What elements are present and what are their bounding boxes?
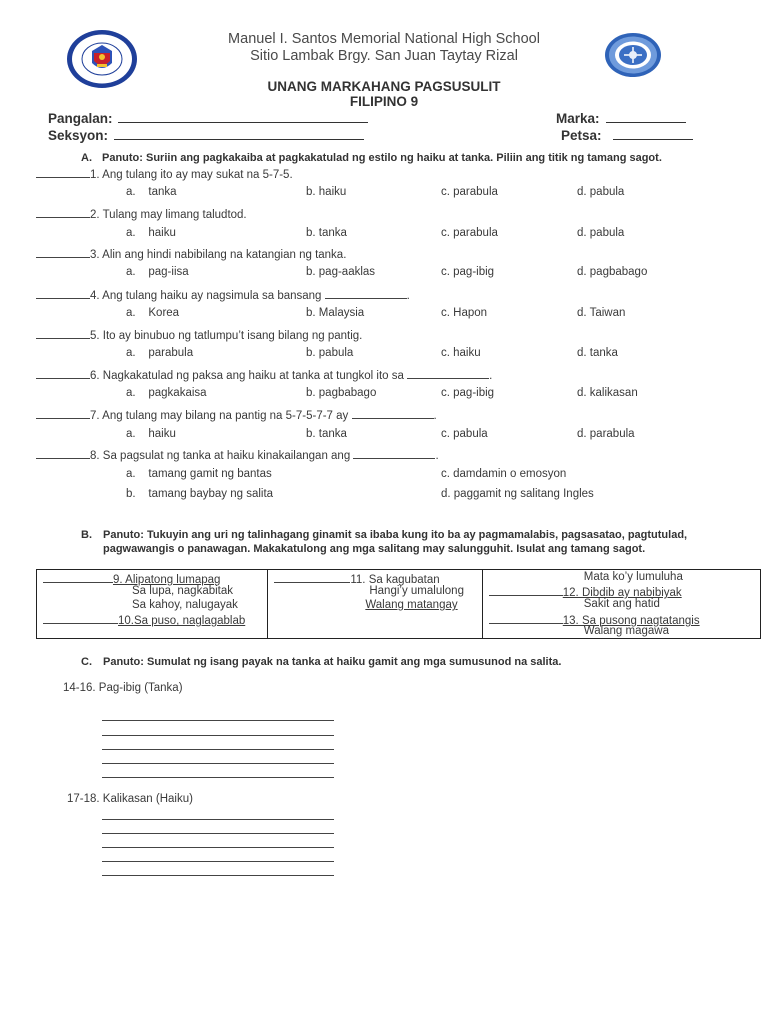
option-a: a. tanka: [126, 186, 177, 198]
score-blank[interactable]: [606, 110, 686, 123]
section-blank[interactable]: [114, 127, 364, 140]
writing-line[interactable]: [102, 833, 334, 834]
poem-line: Walang matangay: [365, 599, 458, 611]
writing-line[interactable]: [102, 720, 334, 721]
option-b: b. pagbabago: [306, 387, 377, 399]
option-b: b. tanka: [306, 428, 347, 440]
option-d: d. tanka: [577, 347, 618, 359]
part-b-letter: B.: [81, 529, 92, 541]
question-6: 6. Nagkakatulad ng paksa ang haiku at tanka at tungkol ito sa .: [36, 367, 492, 382]
option-c: c. pag-ibig: [441, 266, 495, 278]
answer-blank[interactable]: [43, 571, 113, 583]
answer-blank[interactable]: [36, 166, 90, 178]
section-field[interactable]: [48, 127, 364, 143]
poem-line: Sa kahoy, nalugayak: [132, 599, 238, 611]
score-label: Marka:: [556, 111, 600, 126]
option-d: d. pabula: [577, 227, 625, 239]
option-d: d. kalikasan: [577, 387, 638, 399]
answer-blank[interactable]: [43, 612, 118, 624]
fill-blank: [353, 447, 435, 459]
section-label: Seksyon:: [48, 128, 109, 143]
writing-line[interactable]: [102, 763, 334, 764]
option-b: b. Malaysia: [306, 307, 365, 319]
item-13: 13. Sa pusong nagtatangis: [489, 612, 700, 627]
writing-line[interactable]: [102, 875, 334, 876]
date-field[interactable]: [561, 127, 693, 143]
poem-line: Mata ko’y lumuluha: [583, 571, 683, 583]
option-b: b. tanka: [306, 227, 347, 239]
option-a: a. haiku: [126, 428, 176, 440]
fill-blank: [325, 287, 407, 299]
item-9: 9. Alipatong lumapag: [43, 571, 220, 586]
poem-line: Sa lupa, nagkabitak: [132, 585, 234, 597]
option-c: c. pabula: [441, 428, 488, 440]
option-b: b. pabula: [306, 347, 354, 359]
option-d: d. pagbabago: [577, 266, 648, 278]
part-c-letter: C.: [81, 656, 92, 668]
option-d: d. pabula: [577, 186, 625, 198]
option-a: a. parabula: [126, 347, 194, 359]
answer-blank[interactable]: [36, 407, 90, 419]
question-1: 1. Ang tulang ito ay may sukat na 5-7-5.: [36, 166, 293, 181]
table-cell-1: [37, 570, 268, 639]
score-field[interactable]: [556, 110, 686, 126]
answer-blank[interactable]: [489, 584, 563, 596]
answer-blank[interactable]: [36, 327, 90, 339]
option-a: a. pag-iisa: [126, 266, 189, 278]
option-a: a. tamang gamit ng bantas: [126, 468, 272, 480]
item-11: 11. Sa kagubatan: [274, 571, 439, 586]
option-c: c. parabula: [441, 186, 498, 198]
figures-of-speech-table: [36, 569, 761, 639]
option-b: b. haiku: [306, 186, 347, 198]
writing-line[interactable]: [102, 819, 334, 820]
table-cell-2: [268, 570, 482, 639]
question-5: 5. Ito ay binubuo ng tatlumpu’t isang bilang ng pantig.: [36, 327, 362, 342]
haiku-prompt: 17-18. Kalikasan (Haiku): [67, 793, 193, 805]
school-address: Sitio Lambak Brgy. San Juan Taytay Rizal: [250, 48, 518, 64]
answer-blank[interactable]: [274, 571, 350, 583]
option-a: a. haiku: [126, 227, 176, 239]
poem-line: Hangi’y umalulong: [369, 585, 464, 597]
question-8: 8. Sa pagsulat ng tanka at haiku kinakailangan ang .: [36, 447, 439, 462]
option-d: d. Taiwan: [577, 307, 626, 319]
date-label: Petsa:: [561, 128, 602, 143]
question-7: 7. Ang tulang may bilang na pantig na 5-7-5-7-7 ay .: [36, 407, 437, 422]
exam-title: UNANG MARKAHANG PAGSUSULIT: [267, 79, 501, 94]
option-a: a. pagkakaisa: [126, 387, 207, 399]
option-a: a. Korea: [126, 307, 180, 319]
question-2: 2. Tulang may limang taludtod.: [36, 206, 247, 221]
option-c: c. damdamin o emosyon: [441, 468, 567, 480]
answer-blank[interactable]: [489, 612, 563, 624]
part-b-instruction-2: pagwawangis o panawagan. Makakatulong ang mga salitang may salungguhit. Isulat ang tamang sagot.: [103, 543, 646, 555]
answer-blank[interactable]: [36, 447, 90, 459]
option-d: d. paggamit ng salitang Ingles: [441, 488, 594, 500]
writing-line[interactable]: [102, 861, 334, 862]
question-3: 3. Alin ang hindi nabibilang na katangian ng tanka.: [36, 246, 346, 261]
option-c: c. haiku: [441, 347, 481, 359]
writing-line[interactable]: [102, 735, 334, 736]
part-b-instruction-1: Panuto: Tukuyin ang uri ng talinhagang ginamit sa ibaba kung ito ba ay pagmamalabis, pagsasatao, pagtutulad,: [103, 529, 688, 541]
option-c: c. pag-ibig: [441, 387, 495, 399]
option-c: c. parabula: [441, 227, 498, 239]
item-12: 12. Dibdib ay nabibiyak: [489, 584, 682, 599]
option-d: d. parabula: [577, 428, 635, 440]
part-a-letter: A.: [81, 152, 92, 164]
writing-line[interactable]: [102, 847, 334, 848]
fill-blank: [352, 407, 434, 419]
option-c: c. Hapon: [441, 307, 488, 319]
answer-blank[interactable]: [36, 287, 90, 299]
part-a-instruction: Panuto: Suriin ang pagkakaiba at pagkakatulad ng estilo ng haiku at tanka. Piliin ang titik ng tamang sagot.: [102, 152, 662, 164]
answer-blank[interactable]: [36, 246, 90, 258]
poem-line: Walang magawa: [583, 625, 669, 637]
name-blank[interactable]: [118, 110, 368, 123]
subject-title: FILIPINO 9: [349, 94, 419, 109]
writing-line[interactable]: [102, 777, 334, 778]
item-10: 10.Sa puso, naglagablab: [43, 612, 245, 627]
fill-blank: [407, 367, 489, 379]
option-b: b. tamang baybay ng salita: [126, 488, 274, 500]
question-4: 4. Ang tulang haiku ay nagsimula sa bansang .: [36, 287, 410, 302]
name-field[interactable]: [48, 110, 368, 126]
answer-blank[interactable]: [36, 367, 90, 379]
part-c-instruction: Panuto: Sumulat ng isang payak na tanka at haiku gamit ang mga sumusunod na salita.: [103, 656, 562, 668]
tanka-prompt: 14-16. Pag-ibig (Tanka): [63, 682, 183, 694]
poem-line: Sakit ang hatid: [583, 598, 660, 610]
writing-line[interactable]: [102, 749, 334, 750]
name-label: Pangalan:: [48, 111, 113, 126]
school-name: Manuel I. Santos Memorial National High School: [228, 31, 540, 47]
table-cell-3: [482, 570, 760, 639]
option-b: b. pag-aaklas: [306, 266, 376, 278]
answer-blank[interactable]: [36, 206, 90, 218]
date-blank[interactable]: [613, 127, 693, 140]
